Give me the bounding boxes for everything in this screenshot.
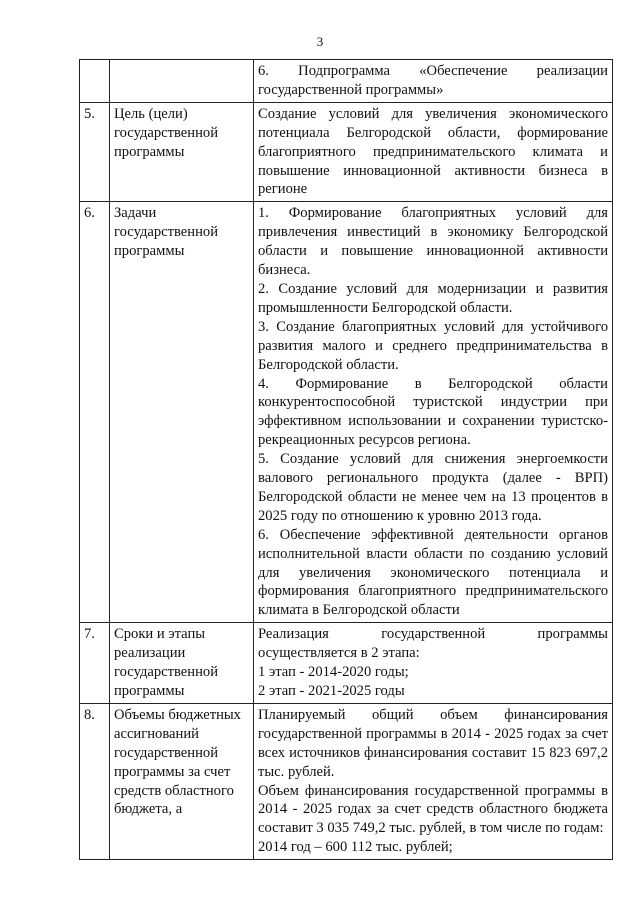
- table-row: [80, 623, 613, 704]
- content-paragraph: Объем финансирования государственной программы в 2014 - 2025 годах за счет средств областного бюджета составит 3 035 749,2 тыс. рублей, в том числе по годам:: [258, 782, 608, 837]
- row-name-cell: Задачи государственной программы: [110, 202, 254, 623]
- content-paragraph: Реализация государственной программы осуществляется в 2 этапа:: [258, 626, 608, 662]
- content-paragraph: 3. Создание благоприятных условий для устойчивого развития малого и среднего предпринимательства в Белгородской области.: [258, 318, 608, 373]
- row-name-cell: Объемы бюджетных ассигнований государственной программы за счет средств областного бюджета, а: [110, 703, 254, 859]
- row-number-cell: 8.: [80, 703, 110, 859]
- row-content-cell: [254, 623, 613, 704]
- content-paragraph: 2 этап - 2021-2025 годы: [258, 683, 405, 699]
- content-paragraph: 6. Обеспечение эффективной деятельности органов исполнительной власти области по созданию условий для увеличения экономического потенциала и формирования благоприятного предпринимательского климата в Белгородской области: [258, 526, 608, 619]
- table-row: [80, 202, 613, 623]
- row-content-cell: [254, 60, 613, 103]
- row-name-cell: Сроки и этапы реализации государственной программы: [110, 623, 254, 704]
- row-content-cell: [254, 102, 613, 202]
- table-row: [80, 703, 613, 859]
- row-content-cell: [254, 202, 613, 623]
- page-number: 3: [316, 34, 324, 49]
- row-content-cell: [254, 703, 613, 859]
- content-paragraph: 2014 год – 600 112 тыс. рублей;: [258, 839, 453, 856]
- passport-table: [79, 59, 613, 860]
- row-name-cell: [110, 60, 254, 103]
- row-name-cell: Цель (цели) государственной программы: [110, 102, 254, 202]
- row-number-cell: [80, 60, 110, 103]
- content-paragraph: 5. Создание условий для снижения энергоемкости валового регионального продукта (далее - ВРП) Белгородской области не менее чем на 13 процентов в 2025 году по отношению к уровню 2013 года.: [258, 451, 608, 524]
- table-row: [80, 102, 613, 202]
- table-row: [80, 60, 613, 103]
- content-paragraph: 1. Формирование благоприятных условий для привлечения инвестиций в экономику Белгородской области и повышение инновационной активности бизнеса.: [258, 205, 608, 279]
- content-paragraph: Планируемый общий объем финансирования государственной программы в 2014 - 2025 годах за счет всех источников финансирования составит 15 823 697,2 тыс. рублей.: [258, 706, 608, 780]
- content-paragraph: 6. Подпрограмма «Обеспечение реализации государственной программы»: [258, 63, 608, 98]
- content-paragraph: 4. Формирование в Белгородской области конкурентоспособной туристской индустрии при эффективном использовании и сохранении туристско-рекреационных ресурсов региона.: [258, 375, 608, 449]
- row-number-cell: 5.: [80, 102, 110, 202]
- content-paragraph: Создание условий для увеличения экономического потенциала Белгородской области, формирование благоприятного предпринимательского климата и повышение инновационной активности бизнеса в регионе: [258, 105, 608, 198]
- row-number-cell: 7.: [80, 623, 110, 704]
- content-paragraph: 1 этап - 2014-2020 годы;: [258, 664, 409, 681]
- row-number-cell: 6.: [80, 202, 110, 623]
- content-paragraph: 2. Создание условий для модернизации и развития промышленности Белгородской области.: [258, 280, 608, 316]
